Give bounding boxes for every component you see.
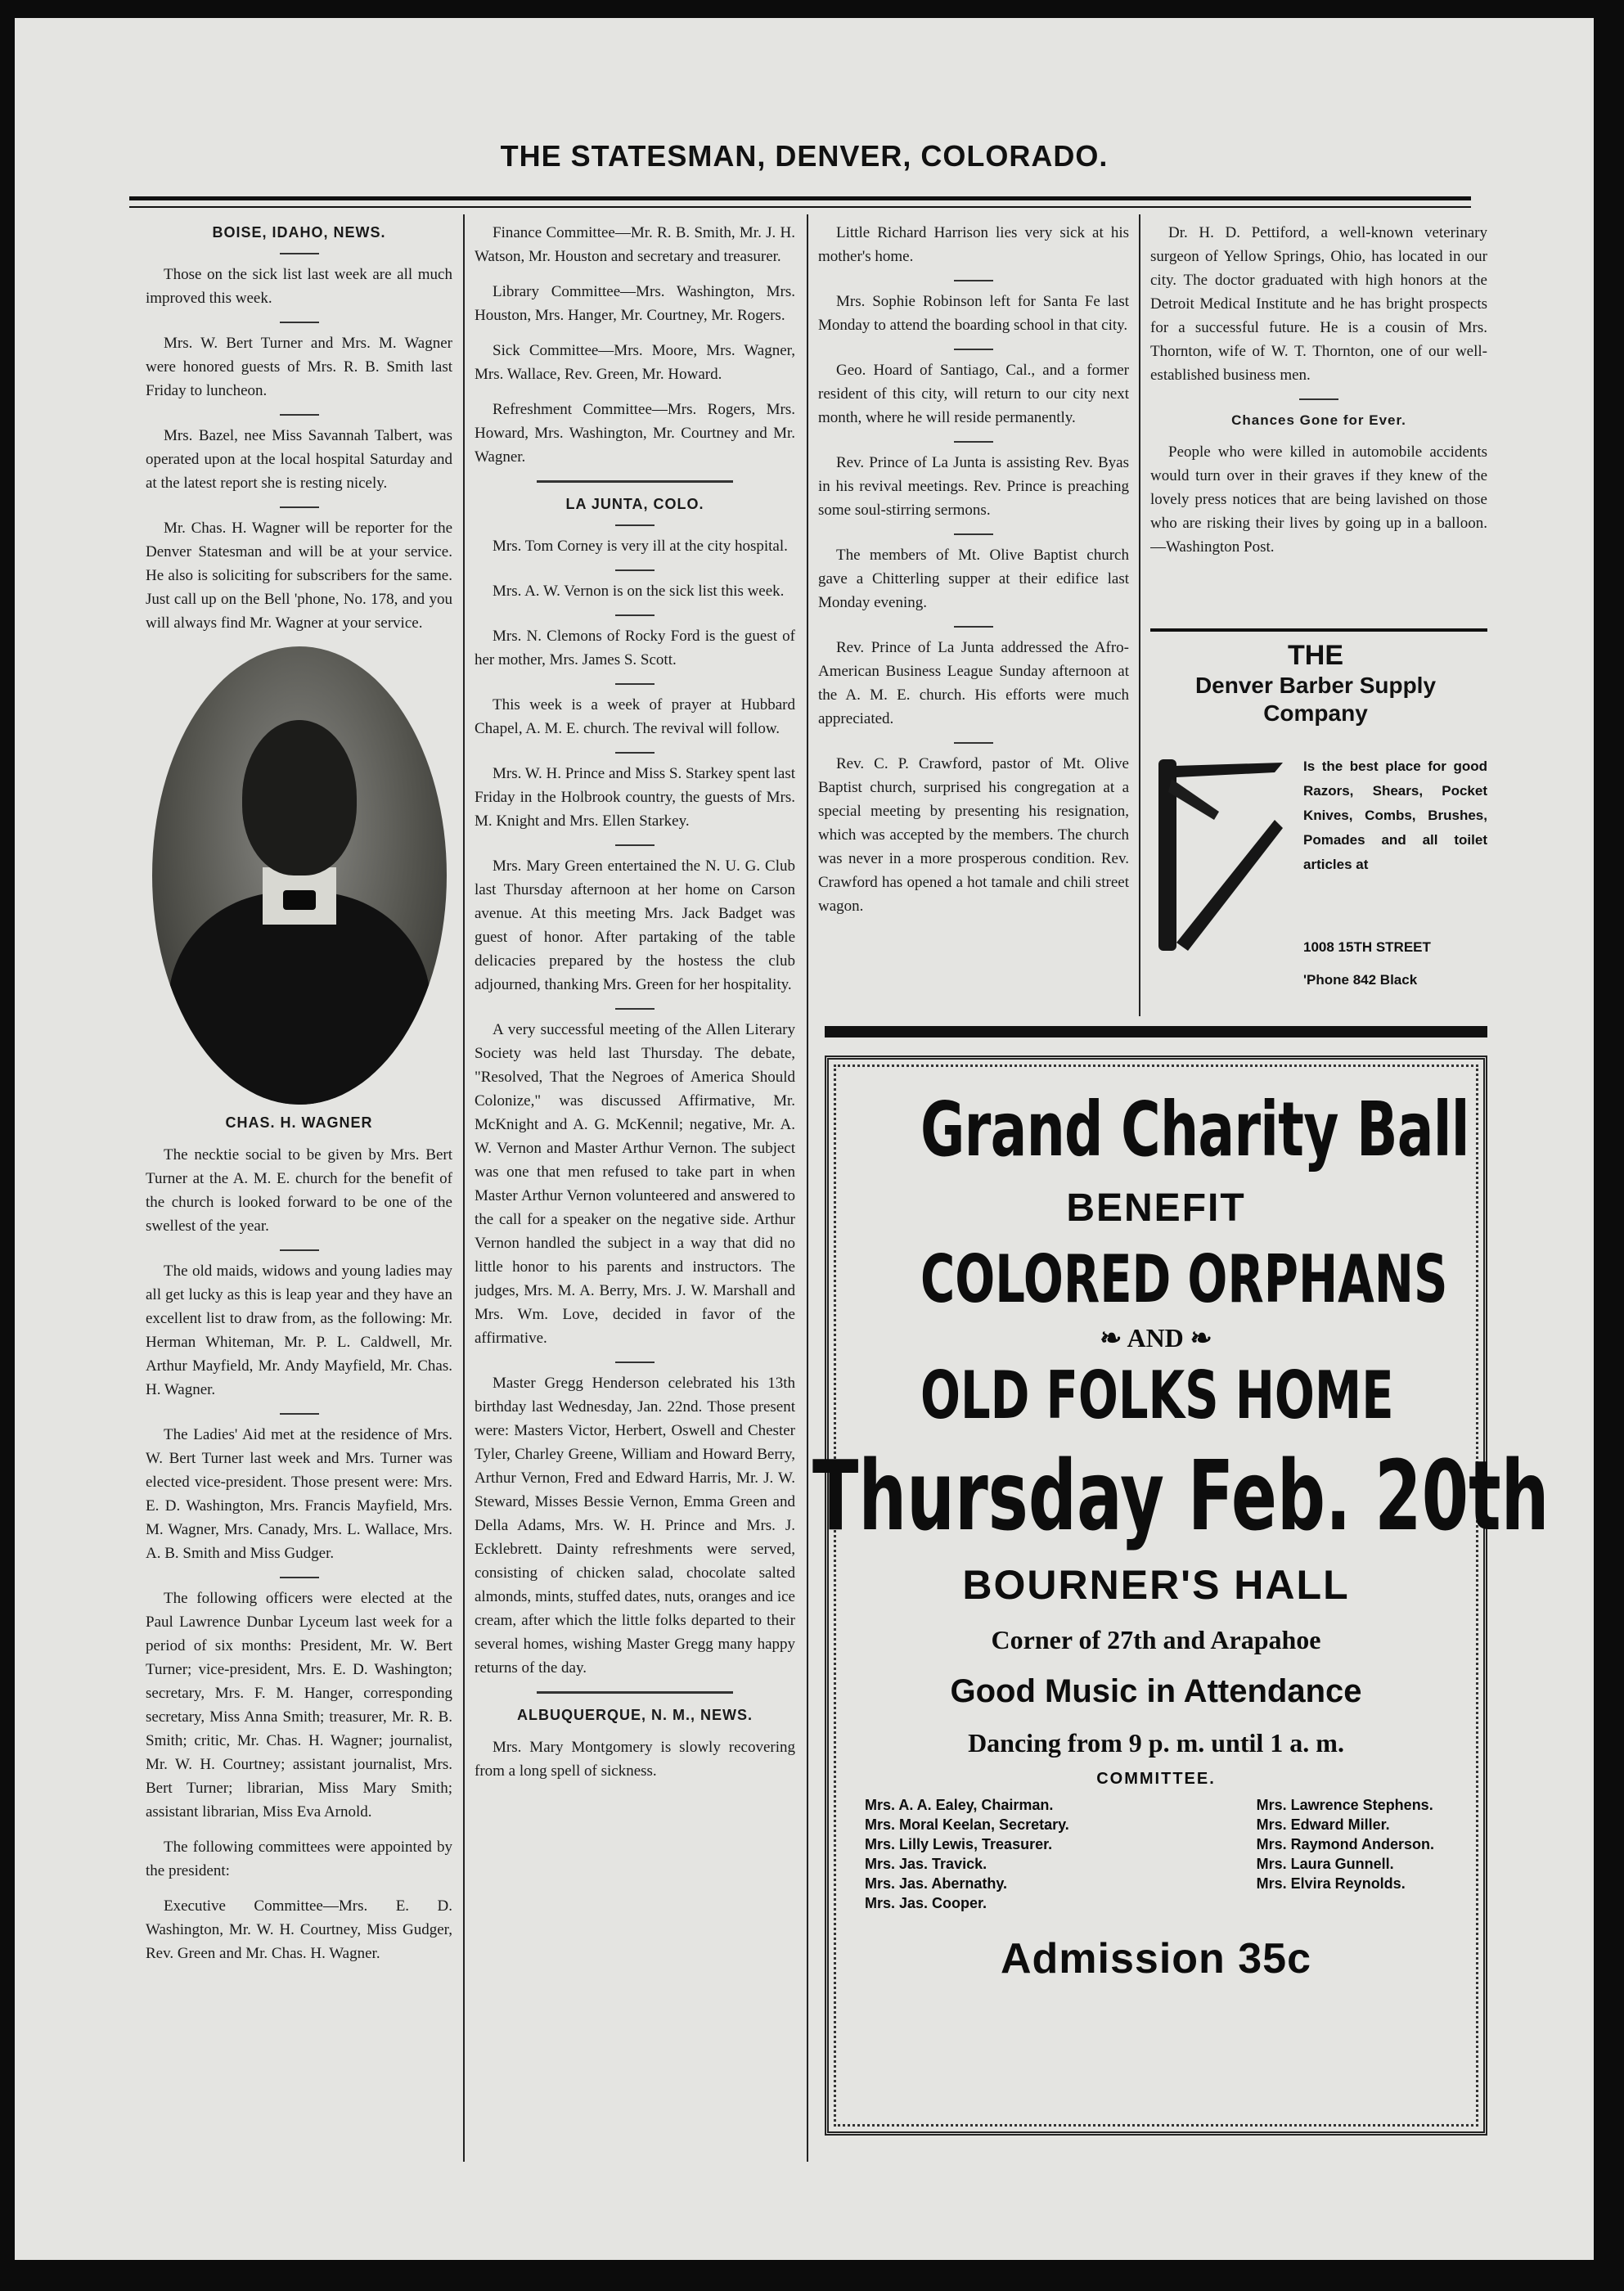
news-item: The members of Mt. Olive Baptist church gave a Chitterling supper at their edifice last Monday evening. bbox=[818, 547, 1129, 611]
separator bbox=[954, 349, 993, 350]
ad-beneficiary-2: OLD FOLKS HOME bbox=[920, 1357, 1394, 1434]
news-item: Mrs. N. Clemons of Rocky Ford is the guest of her mother, Mrs. James S. Scott. bbox=[475, 628, 795, 668]
section-rule bbox=[537, 480, 733, 483]
committee-member: Mrs. Lawrence Stephens. bbox=[1256, 1797, 1433, 1813]
committee-member: Mrs. Edward Miller. bbox=[1256, 1816, 1390, 1833]
news-item: Refreshment Committee—Mrs. Rogers, Mrs. Howard, Mrs. Washington, Mr. Courtney and Mr. Wagner. bbox=[475, 401, 795, 466]
separator bbox=[280, 414, 319, 416]
committee-member: Mrs. A. A. Ealey, Chairman. bbox=[865, 1797, 1054, 1813]
separator bbox=[280, 1413, 319, 1415]
separator bbox=[615, 569, 655, 571]
news-item: Mrs. Mary Montgomery is slowly recovering from a long spell of sickness. bbox=[475, 1739, 795, 1780]
news-item: Mrs. Sophie Robinson left for Santa Fe last Monday to attend the boarding school in that city. bbox=[818, 293, 1129, 334]
news-item: Mrs. W. Bert Turner and Mrs. M. Wagner were honored guests of Mrs. R. B. Smith last Friday to luncheon. bbox=[146, 335, 452, 399]
separator bbox=[280, 506, 319, 508]
news-item: Geo. Hoard of Santiago, Cal., and a former resident of this city, will return to our city next month, where he will reside permanently. bbox=[818, 362, 1129, 426]
razor-icon bbox=[1152, 754, 1291, 959]
news-item: Mrs. A. W. Vernon is on the sick list this week. bbox=[493, 583, 785, 600]
committee-member: Mrs. Jas. Travick. bbox=[865, 1856, 987, 1872]
separator bbox=[954, 533, 993, 535]
news-item: Those on the sick list last week are all much improved this week. bbox=[146, 266, 452, 307]
news-item: Dr. H. D. Pettiford, a well-known veterinary surgeon of Yellow Springs, Ohio, has located in our city. The doctor graduated with high honors at the Detroit Medical Institute and he has bright prospects for a successful future. He is a cousin of Mrs. Thornton, wife of W. T. Thornton, one of our well-established business men. bbox=[1150, 224, 1487, 384]
news-item: A very successful meeting of the Allen Literary Society was held last Thursday. The debate, "Resolved, That the Negroes of America Should Colonize," was discussed Affirmative, Mr. McKnight and A. G. McKennil; negative, Mr. A. W. Vernon and Master Arthur Vernon. The subject was one that men refused to take part in when Master Arthur Vernon volunteered and answered to the call for a speaker on the negative side. Arthur Vernon handled the subject in a way that did no little honor to his parents and instructors. The judges, Mrs. M. A. Berry, Mrs. J. W. Marshall and Mrs. Wm. Love, decided in favor of the affirmative. bbox=[475, 1021, 795, 1347]
separator bbox=[615, 844, 655, 846]
committee-list bbox=[829, 1789, 1483, 1913]
committee-member: Mrs. Elvira Reynolds. bbox=[1256, 1875, 1406, 1892]
ad-benefit: BENEFIT bbox=[1066, 1186, 1246, 1230]
committee-member: Mrs. Jas. Abernathy. bbox=[865, 1875, 1008, 1892]
column-divider bbox=[807, 214, 808, 2162]
ad-address bbox=[1303, 931, 1487, 997]
separator bbox=[954, 626, 993, 628]
article-list bbox=[146, 263, 452, 635]
column-la-junta bbox=[475, 221, 795, 2168]
news-item: Executive Committee—Mrs. E. D. Washington, Mr. W. H. Courtney, Miss Gudger, Rev. Green and Mr. Chas. H. Wagner. bbox=[146, 1897, 452, 1962]
committee-member: Mrs. Raymond Anderson. bbox=[1256, 1836, 1434, 1852]
news-item: Finance Committee—Mr. R. B. Smith, Mr. J. H. Watson, Mr. Houston and secretary and treasurer. bbox=[475, 224, 795, 265]
committee-right bbox=[1257, 1795, 1434, 1913]
ad-divider bbox=[1150, 628, 1487, 632]
separator bbox=[280, 322, 319, 323]
news-item: Little Richard Harrison lies very sick at his mother's home. bbox=[818, 224, 1129, 265]
barber-supply-ad bbox=[1144, 640, 1487, 1033]
column-divider bbox=[1139, 214, 1140, 1016]
news-item: Rev. C. P. Crawford, pastor of Mt. Olive Baptist church, surprised his congregation at a special meeting by presenting his resignation, which was accepted by the members. The church was never in a more prosperous condition. Rev. Crawford has opened a hot tamale and chili street wagon. bbox=[818, 755, 1129, 915]
ad-heading: THE bbox=[1288, 640, 1343, 671]
news-item: Library Committee—Mrs. Washington, Mrs. Houston, Mrs. Hanger, Mr. Courtney, Mr. Rogers. bbox=[475, 283, 795, 324]
portrait-photo bbox=[152, 646, 447, 1105]
committee-member: Mrs. Jas. Cooper. bbox=[865, 1895, 987, 1911]
committee-left bbox=[865, 1795, 1069, 1913]
ad-dancing: Dancing from 9 p. m. until 1 a. m. bbox=[968, 1728, 1344, 1758]
separator bbox=[615, 683, 655, 685]
separator bbox=[615, 1008, 655, 1010]
separator bbox=[280, 1249, 319, 1251]
section-heading: ALBUQUERQUE, N. M., NEWS. bbox=[516, 1707, 753, 1723]
separator bbox=[954, 280, 993, 281]
separator bbox=[615, 752, 655, 754]
news-item: Mrs. W. H. Prince and Miss S. Starkey spent last Friday in the Holbrook country, the guests of Mrs. M. Knight and Mrs. Ellen Starkey. bbox=[475, 765, 795, 830]
ad-title: Grand Charity Ball bbox=[920, 1086, 1469, 1173]
news-item: Mr. Chas. H. Wagner will be reporter for the Denver Statesman and will be at your service. He also is soliciting for subscribers for the same. Just call up on the Bell 'phone, No. 178, and you will always find Mr. Wagner at your service. bbox=[146, 520, 452, 632]
separator bbox=[954, 441, 993, 443]
committee-member: Mrs. Moral Keelan, Secretary. bbox=[865, 1816, 1069, 1833]
portrait-caption: CHAS. H. WAGNER bbox=[225, 1114, 373, 1131]
news-item: Sick Committee—Mrs. Moore, Mrs. Wagner, Mrs. Wallace, Rev. Green, Mr. Howard. bbox=[475, 342, 795, 383]
section-heading: LA JUNTA, COLO. bbox=[565, 496, 704, 512]
charity-ball-ad bbox=[812, 1055, 1550, 2136]
ad-body: Is the best place for good Razors, Shears, Pocket Knives, Combs, Brushes, Pomades and all toilet articles at bbox=[1303, 758, 1487, 872]
masthead-rule-thin bbox=[129, 206, 1471, 208]
column-local-news bbox=[818, 221, 1129, 1023]
committee-member: Mrs. Laura Gunnell. bbox=[1256, 1856, 1394, 1872]
ad-committee-label: COMMITTEE. bbox=[1096, 1770, 1216, 1788]
news-item: The following officers were elected at the Paul Lawrence Dunbar Lyceum last week for a period of six months: President, Mr. W. Bert Turner; vice-president, Mrs. E. D. Washington; secretary, Mrs. F. M. Hanger, corresponding secretary, Miss Anna Smith; treasurer, Mr. R. B. Smith; critic, Mr. Chas. H. Wagner; journalist, Mr. W. H. Courtney; assistant journalist, Mrs. Bert Turner; librarian, Miss Mary Smith; assistant librarian, Miss Eva Arnold. bbox=[146, 1590, 452, 1821]
ad-beneficiary-1: COLORED ORPHANS bbox=[920, 1241, 1448, 1317]
section-rule bbox=[537, 1691, 733, 1694]
news-item: Rev. Prince of La Junta is assisting Rev. Byas in his revival meetings. Rev. Prince is preaching some soul-stirring sermons. bbox=[818, 454, 1129, 519]
separator bbox=[1299, 398, 1338, 400]
news-item: Rev. Prince of La Junta addressed the Afro-American Business League Sunday afternoon at the A. M. E. church. His efforts were much appreciated. bbox=[818, 639, 1129, 727]
ad-admission: Admission 35c bbox=[1000, 1935, 1312, 1983]
news-item: Mrs. Bazel, nee Miss Savannah Talbert, was operated upon at the local hospital Saturday and at the latest report she is resting nicely. bbox=[146, 427, 452, 492]
ad-venue: BOURNER'S HALL bbox=[962, 1562, 1350, 1608]
masthead: THE STATESMAN, DENVER, COLORADO. bbox=[500, 139, 1109, 173]
ad-music: Good Music in Attendance bbox=[950, 1673, 1362, 1709]
news-item: Mrs. Mary Green entertained the N. U. G. Club last Thursday afternoon at her home on Carson avenue. At this meeting Mrs. Jack Badget was guest of honor. After partaking of the table delicacies prepared by the hostess the club adjourned, thanking Mrs. Green for her hospitality. bbox=[475, 857, 795, 993]
ad-and: ❧ AND ❧ bbox=[1100, 1323, 1212, 1353]
separator bbox=[280, 1577, 319, 1578]
column-misc bbox=[1150, 221, 1487, 630]
news-item: Mrs. Tom Corney is very ill at the city hospital. bbox=[493, 538, 788, 555]
ad-location: Corner of 27th and Arapahoe bbox=[991, 1625, 1321, 1654]
masthead-rule bbox=[129, 196, 1471, 200]
newspaper-page bbox=[15, 18, 1594, 2260]
news-item: The Ladies' Aid met at the residence of Mrs. W. Bert Turner last week and Mrs. Turner was elected vice-president. Those present were: Mrs. E. D. Washington, Mrs. Francis Mayfield, Mrs. M. Wagner, Mrs. Canady, Mrs. L. Wallace, Mrs. A. B. Smith and Miss Gudger. bbox=[146, 1426, 452, 1562]
separator bbox=[280, 253, 319, 254]
ad-top-rule bbox=[825, 1026, 1487, 1037]
committee-member: Mrs. Lilly Lewis, Treasurer. bbox=[865, 1836, 1053, 1852]
news-item: The old maids, widows and young ladies may all get lucky as this is leap year and they have an excellent list to draw from, as the following: Mr. Herman Whiteman, Mr. P. L. Caldwell, Mr. Arthur Mayfield, Mr. Andy Mayfield, Mr. Chas. H. Wagner. bbox=[146, 1263, 452, 1398]
column-boise bbox=[146, 221, 452, 2168]
news-item: Master Gregg Henderson celebrated his 13th birthday last Wednesday, Jan. 22nd. Those present were: Masters Victor, Herbert, Oswell and Chester Tyler, Charley Greene, William and Howard Berry, Arthur Vernon, Fred and Edward Harris, Mr. J. W. Steward, Misses Bessie Vernon, Emma Green and Della Adams, Mrs. W. H. Prince and Mrs. J. Ecklebrett. Dainty refreshments were served, consisting of chicken salad, chocolate salted almonds, mints, stuffed dates, nuts, oranges and ice cream, after which the little folks departed to their several homes, wishing Master Gregg many happy returns of the day. bbox=[475, 1375, 795, 1677]
ad-date: Thursday Feb. 20th bbox=[812, 1439, 1550, 1552]
separator bbox=[615, 614, 655, 616]
separator bbox=[954, 742, 993, 744]
section-heading: Chances Gone for Ever. bbox=[1231, 412, 1406, 428]
ad-street: 1008 15TH STREET bbox=[1303, 939, 1431, 955]
news-item: The following committees were appointed by the president: bbox=[146, 1839, 452, 1879]
separator bbox=[615, 1362, 655, 1363]
separator bbox=[615, 524, 655, 526]
section-heading: BOISE, IDAHO, NEWS. bbox=[212, 224, 386, 241]
ad-phone: 'Phone 842 Black bbox=[1303, 972, 1418, 988]
news-item: The necktie social to be given by Mrs. Bert Turner at the A. M. E. church for the benefit of the church is looked forward to be one of the swellest of the year. bbox=[146, 1146, 452, 1235]
ad-company: Denver Barber Supply Company bbox=[1194, 673, 1437, 726]
news-item: People who were killed in automobile accidents would turn over in their graves if they knew of the lovely press notices that are being lavished on those who are risking their lives by going up in a balloon.—Washington Post. bbox=[1150, 443, 1487, 556]
news-item: This week is a week of prayer at Hubbard Chapel, A. M. E. church. The revival will follow. bbox=[475, 696, 795, 737]
column-divider bbox=[463, 214, 465, 2162]
